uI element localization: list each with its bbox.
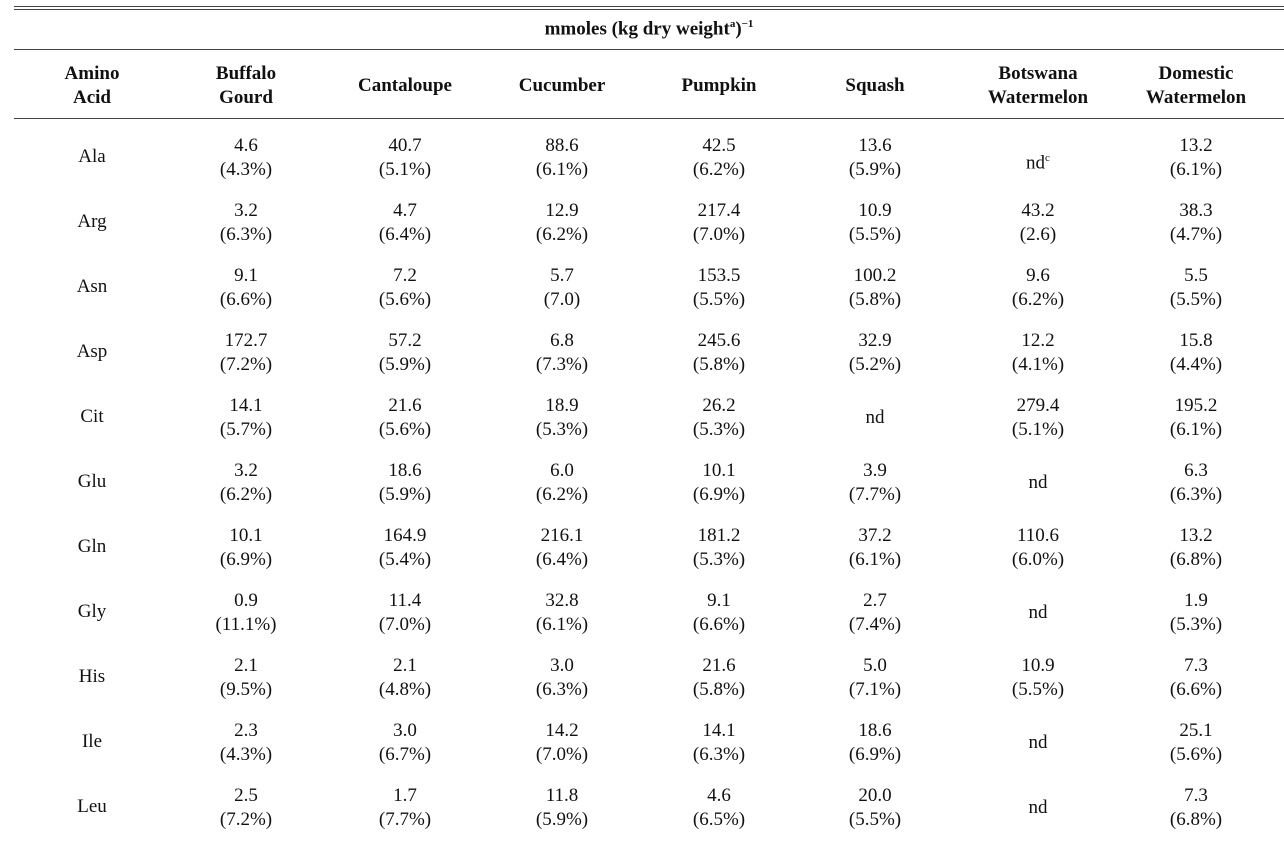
cell-cv: (5.5%) — [848, 224, 902, 245]
table-cell — [536, 654, 588, 702]
amino-acid-label: Asp — [76, 341, 108, 362]
cell-value: 13.2 — [1179, 525, 1213, 546]
table-row — [0, 516, 1284, 581]
table-row — [0, 451, 1284, 516]
table-row — [0, 321, 1284, 386]
table-cell — [379, 264, 431, 312]
cell-value: 13.2 — [1179, 135, 1213, 156]
cell-cv: (9.5%) — [219, 679, 273, 700]
cell-cv: (5.2%) — [848, 354, 902, 375]
cell-value: 217.4 — [697, 200, 741, 221]
cell-value: 37.2 — [858, 525, 892, 546]
table-row — [0, 776, 1284, 841]
cell-cv: (6.9%) — [692, 484, 746, 505]
cell-cv: (5.3%) — [535, 419, 589, 440]
table-cell — [693, 524, 745, 572]
cell-cv: (5.1%) — [378, 159, 432, 180]
cell-cv: (6.4%) — [535, 549, 589, 570]
cell-cv: (4.8%) — [378, 679, 432, 700]
cell-value: 11.4 — [388, 590, 422, 611]
cell-cv: (5.9%) — [848, 159, 902, 180]
table-cell — [1170, 199, 1222, 247]
table-cell — [1012, 264, 1064, 312]
cell-cv: (6.6%) — [219, 289, 273, 310]
column-header-line: Botswana — [998, 63, 1078, 84]
cell-cv: (5.1%) — [1011, 419, 1065, 440]
cell-value: 279.4 — [1016, 395, 1060, 416]
cell-value: 110.6 — [1016, 525, 1060, 546]
cell-value: 153.5 — [697, 265, 741, 286]
cell-value: 245.6 — [697, 330, 741, 351]
table-cell — [220, 524, 272, 572]
cell-cv: (5.9%) — [378, 354, 432, 375]
cell-cv: (5.5%) — [692, 289, 746, 310]
amino-acid-label: Leu — [77, 796, 107, 817]
table-cell — [379, 589, 431, 637]
amino-acid-label: Ala — [78, 146, 106, 167]
table-cell — [379, 459, 431, 507]
cell-value: 12.9 — [545, 200, 579, 221]
cell-value: 5.7 — [550, 265, 574, 286]
cell-value: 195.2 — [1174, 395, 1218, 416]
cell-cv: (6.2%) — [535, 224, 589, 245]
table-cell — [693, 134, 745, 182]
cell-value: 181.2 — [697, 525, 741, 546]
table-cell — [1029, 796, 1048, 820]
not-detected: nd — [1028, 472, 1048, 493]
cell-cv: (2.6) — [1019, 224, 1057, 245]
cell-cv: (5.5%) — [1011, 679, 1065, 700]
table-cell — [849, 329, 901, 377]
cell-cv: (7.0%) — [692, 224, 746, 245]
column-header-line: Pumpkin — [681, 75, 757, 96]
table-cell — [379, 199, 431, 247]
amino-acid-label: Glu — [77, 471, 107, 492]
table-cell — [1012, 654, 1064, 702]
table-cell — [1029, 601, 1048, 625]
table-cell — [1170, 784, 1222, 832]
table-cell — [379, 654, 431, 702]
cell-cv: (6.3%) — [692, 744, 746, 765]
table-cell — [536, 134, 588, 182]
not-detected: nd — [1028, 602, 1048, 623]
footnote-a: a — [729, 18, 736, 30]
cell-value: 3.0 — [550, 655, 574, 676]
cell-value: 14.2 — [545, 720, 579, 741]
not-detected: nd — [1026, 152, 1046, 174]
column-header — [358, 74, 452, 98]
column-header — [682, 74, 757, 98]
cell-value: 100.2 — [853, 265, 897, 286]
cell-cv: (5.4%) — [378, 549, 432, 570]
column-header — [988, 62, 1088, 110]
cell-cv: (5.6%) — [378, 419, 432, 440]
table-cell — [379, 329, 431, 377]
cell-cv: (5.6%) — [378, 289, 432, 310]
table-cell — [1170, 719, 1222, 767]
cell-value: 13.6 — [858, 135, 892, 156]
table-cell — [536, 199, 588, 247]
cell-cv: (6.9%) — [219, 549, 273, 570]
table-cell — [215, 589, 276, 637]
table-cell — [220, 784, 272, 832]
table-cell — [693, 264, 745, 312]
cell-value: 11.8 — [545, 785, 579, 806]
table-cell — [866, 406, 885, 430]
table-cell — [1020, 199, 1056, 247]
cell-value: 43.2 — [1021, 200, 1055, 221]
table-cell — [1029, 471, 1048, 495]
cell-value: 216.1 — [540, 525, 584, 546]
cell-value: 20.0 — [858, 785, 892, 806]
table-cell — [1170, 524, 1222, 572]
cell-value: 6.3 — [1184, 460, 1208, 481]
cell-value: 3.0 — [393, 720, 417, 741]
cell-value: 164.9 — [383, 525, 427, 546]
column-header — [65, 62, 120, 110]
table-cell — [849, 459, 901, 507]
cell-value: 4.6 — [707, 785, 731, 806]
cell-value: 172.7 — [224, 330, 268, 351]
table-row — [0, 126, 1284, 191]
cell-value: 3.2 — [234, 200, 258, 221]
cell-value: 10.9 — [858, 200, 892, 221]
column-header — [519, 74, 606, 98]
cell-value: 88.6 — [545, 135, 579, 156]
cell-value: 6.0 — [550, 460, 574, 481]
cell-value: 9.6 — [1026, 265, 1050, 286]
table-cell — [536, 589, 588, 637]
cell-value: 0.9 — [234, 590, 258, 611]
column-header-line: Acid — [73, 87, 111, 108]
table-cell — [536, 524, 588, 572]
column-header-line: Watermelon — [1145, 87, 1247, 108]
table-cell — [220, 654, 272, 702]
cell-value: 15.8 — [1179, 330, 1213, 351]
cell-cv: (5.8%) — [848, 289, 902, 310]
table-cell — [1170, 264, 1222, 312]
cell-cv: (5.6%) — [1169, 744, 1223, 765]
cell-cv: (6.1%) — [848, 549, 902, 570]
cell-value: 42.5 — [702, 135, 736, 156]
table-cell — [849, 199, 901, 247]
table-row — [0, 386, 1284, 451]
cell-cv: (5.3%) — [1169, 614, 1223, 635]
cell-value: 38.3 — [1179, 200, 1213, 221]
cell-cv: (5.5%) — [1169, 289, 1223, 310]
cell-value: 40.7 — [388, 135, 422, 156]
cell-value: 21.6 — [388, 395, 422, 416]
cell-cv: (4.3%) — [219, 744, 273, 765]
table-cell — [693, 589, 745, 637]
table-cell — [849, 524, 901, 572]
unit-text: mmoles (kg dry weight — [544, 18, 730, 40]
table-cell — [693, 329, 745, 377]
table-row — [0, 256, 1284, 321]
cell-value: 26.2 — [702, 395, 736, 416]
column-header-line: Amino — [64, 63, 120, 84]
cell-cv: (7.0%) — [535, 744, 589, 765]
table-cell — [536, 459, 588, 507]
cell-value: 25.1 — [1179, 720, 1213, 741]
unit-exponent: −1 — [741, 18, 754, 30]
cell-value: 57.2 — [388, 330, 422, 351]
table-cell — [536, 329, 588, 377]
cell-value: 4.7 — [393, 200, 417, 221]
cell-cv: (6.2%) — [219, 484, 273, 505]
table-cell — [693, 394, 745, 442]
table-cell — [849, 784, 901, 832]
cell-cv: (7.0) — [543, 289, 581, 310]
table-cell — [693, 719, 745, 767]
cell-value: 7.3 — [1184, 655, 1208, 676]
table-cell — [544, 264, 580, 312]
cell-cv: (4.1%) — [1011, 354, 1065, 375]
cell-value: 7.3 — [1184, 785, 1208, 806]
footnote-c: c — [1045, 152, 1050, 164]
cell-value: 3.9 — [863, 460, 887, 481]
cell-value: 9.1 — [234, 265, 258, 286]
cell-cv: (6.5%) — [692, 809, 746, 830]
amino-acid-label: Ile — [81, 731, 103, 752]
table-cell — [1012, 524, 1064, 572]
column-header-line: Cucumber — [518, 75, 606, 96]
table-cell — [220, 459, 272, 507]
cell-cv: (6.2%) — [535, 484, 589, 505]
unit-close: ) — [735, 18, 742, 40]
column-header-line: Domestic — [1158, 63, 1234, 84]
table-cell — [1170, 654, 1222, 702]
table-cell — [1026, 146, 1050, 175]
column-header-line: Cantaloupe — [358, 75, 452, 96]
cell-value: 1.9 — [1184, 590, 1208, 611]
cell-value: 32.8 — [545, 590, 579, 611]
cell-cv: (5.3%) — [692, 419, 746, 440]
cell-value: 6.8 — [550, 330, 574, 351]
header-rule — [14, 49, 1284, 50]
cell-value: 18.6 — [388, 460, 422, 481]
cell-value: 18.6 — [858, 720, 892, 741]
table-cell — [1170, 329, 1222, 377]
cell-value: 21.6 — [702, 655, 736, 676]
table-cell — [220, 394, 272, 442]
table-cell — [536, 719, 588, 767]
cell-cv: (6.8%) — [1169, 549, 1223, 570]
cell-cv: (7.2%) — [219, 809, 273, 830]
column-header — [845, 74, 904, 98]
cell-cv: (4.3%) — [219, 159, 273, 180]
cell-cv: (6.3%) — [219, 224, 273, 245]
cell-cv: (6.3%) — [535, 679, 589, 700]
table-cell — [849, 719, 901, 767]
amino-acid-label: Asn — [76, 276, 108, 297]
cell-cv: (6.1%) — [535, 614, 589, 635]
amino-acid-label: Gln — [77, 536, 107, 557]
column-header — [216, 62, 276, 110]
cell-cv: (5.9%) — [378, 484, 432, 505]
cell-cv: (6.2%) — [1011, 289, 1065, 310]
table-cell — [379, 394, 431, 442]
table-cell — [849, 264, 901, 312]
table-row — [0, 191, 1284, 256]
column-header — [1146, 62, 1246, 110]
cell-value: 5.5 — [1184, 265, 1208, 286]
cell-cv: (7.4%) — [848, 614, 902, 635]
cell-value: 1.7 — [393, 785, 417, 806]
not-detected: nd — [1028, 732, 1048, 753]
table-cell — [693, 784, 745, 832]
cell-cv: (7.3%) — [535, 354, 589, 375]
cell-value: 14.1 — [229, 395, 263, 416]
table-cell — [1012, 394, 1064, 442]
cell-cv: (7.1%) — [848, 679, 902, 700]
table-cell — [1029, 731, 1048, 755]
cell-value: 14.1 — [702, 720, 736, 741]
cell-cv: (6.3%) — [1169, 484, 1223, 505]
table-cell — [379, 719, 431, 767]
cell-value: 32.9 — [858, 330, 892, 351]
table-cell — [379, 524, 431, 572]
table-row — [0, 711, 1284, 776]
cell-cv: (4.4%) — [1169, 354, 1223, 375]
table-cell — [536, 394, 588, 442]
table-cell — [849, 589, 901, 637]
table-cell — [220, 264, 272, 312]
cell-cv: (5.7%) — [219, 419, 273, 440]
table-cell — [849, 134, 901, 182]
cell-cv: (4.7%) — [1169, 224, 1223, 245]
table-cell — [536, 784, 588, 832]
top-rule — [14, 6, 1284, 7]
table-cell — [220, 329, 272, 377]
cell-value: 2.1 — [234, 655, 258, 676]
table-row — [0, 646, 1284, 711]
cell-cv: (5.8%) — [692, 354, 746, 375]
amino-acid-label: Cit — [80, 406, 104, 427]
amino-acid-label: His — [78, 666, 106, 687]
column-header-line: Squash — [845, 75, 905, 96]
cell-value: 7.2 — [393, 265, 417, 286]
cell-value: 10.1 — [229, 525, 263, 546]
table-cell — [1170, 394, 1222, 442]
cell-value: 5.0 — [863, 655, 887, 676]
cell-cv: (6.0%) — [1011, 549, 1065, 570]
cell-cv: (5.3%) — [692, 549, 746, 570]
cell-value: 2.1 — [393, 655, 417, 676]
cell-cv: (6.6%) — [1169, 679, 1223, 700]
table-cell — [849, 654, 901, 702]
table-cell — [1012, 329, 1064, 377]
cell-cv: (7.7%) — [848, 484, 902, 505]
cell-cv: (6.8%) — [1169, 809, 1223, 830]
cell-value: 2.5 — [234, 785, 258, 806]
cell-cv: (7.0%) — [378, 614, 432, 635]
cell-cv: (6.7%) — [378, 744, 432, 765]
cell-cv: (5.5%) — [848, 809, 902, 830]
table-row — [0, 581, 1284, 646]
table-cell — [693, 199, 745, 247]
table-cell — [220, 199, 272, 247]
cell-cv: (6.1%) — [535, 159, 589, 180]
table-cell — [693, 459, 745, 507]
table-cell — [220, 719, 272, 767]
table-cell — [1170, 459, 1222, 507]
cell-cv: (5.9%) — [535, 809, 589, 830]
cell-cv: (6.6%) — [692, 614, 746, 635]
table-cell — [693, 654, 745, 702]
table-unit-header — [14, 18, 1284, 40]
cell-value: 10.1 — [702, 460, 736, 481]
column-header-line: Watermelon — [987, 87, 1089, 108]
cell-cv: (11.1%) — [215, 614, 277, 635]
cell-cv: (6.2%) — [692, 159, 746, 180]
not-detected: nd — [865, 407, 885, 428]
amino-acid-label: Arg — [77, 211, 107, 232]
cell-value: 9.1 — [707, 590, 731, 611]
table-cell — [379, 134, 431, 182]
cell-value: 3.2 — [234, 460, 258, 481]
cell-value: 12.2 — [1021, 330, 1055, 351]
cell-value: 2.7 — [863, 590, 887, 611]
cell-cv: (6.1%) — [1169, 159, 1223, 180]
cell-value: 10.9 — [1021, 655, 1055, 676]
cell-cv: (7.2%) — [219, 354, 273, 375]
table-cell — [379, 784, 431, 832]
cell-cv: (5.8%) — [692, 679, 746, 700]
body-rule — [14, 118, 1284, 119]
column-header-line: Buffalo — [215, 63, 277, 84]
cell-cv: (7.7%) — [378, 809, 432, 830]
top-rule-double — [14, 9, 1284, 10]
cell-value: 2.3 — [234, 720, 258, 741]
not-detected: nd — [1028, 797, 1048, 818]
column-header-line: Gourd — [219, 87, 273, 108]
cell-cv: (6.4%) — [378, 224, 432, 245]
table-cell — [1170, 589, 1222, 637]
cell-value: 18.9 — [545, 395, 579, 416]
cell-cv: (6.1%) — [1169, 419, 1223, 440]
table-cell — [1170, 134, 1222, 182]
cell-value: 4.6 — [234, 135, 258, 156]
table-cell — [220, 134, 272, 182]
cell-cv: (6.9%) — [848, 744, 902, 765]
amino-acid-label: Gly — [77, 601, 107, 622]
